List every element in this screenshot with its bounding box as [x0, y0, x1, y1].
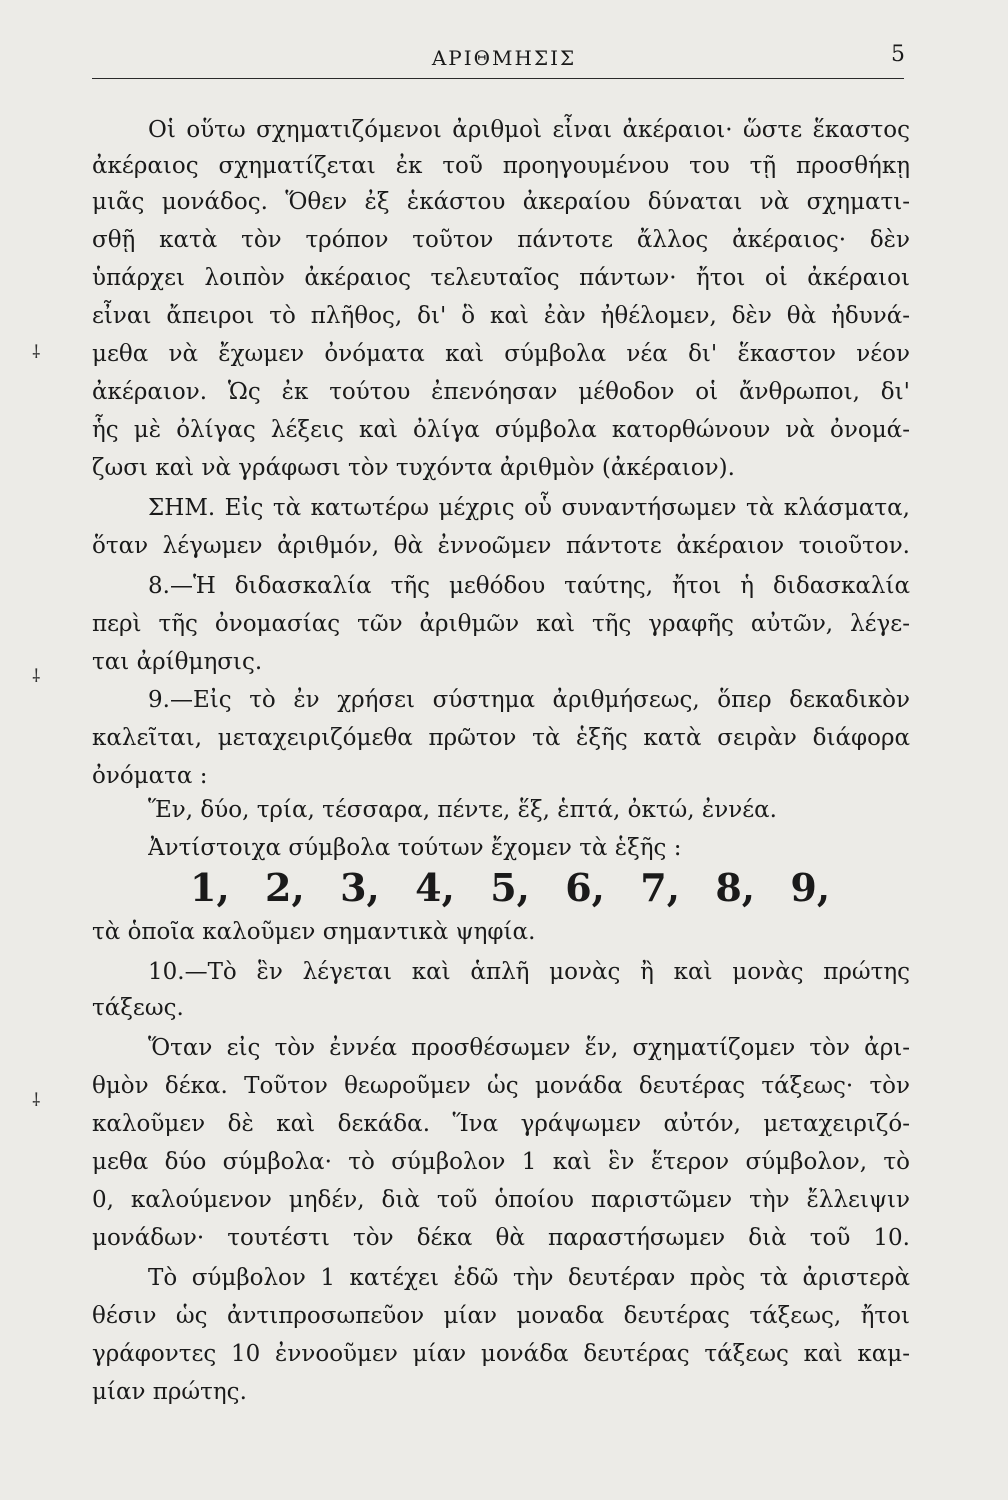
text-line: Ὅταν εἰς τὸν ἐννέα προσθέσωμεν ἕν, σχηματίζομεν τὸν ἀρι-	[148, 1035, 910, 1061]
text-line: μεθα νὰ ἔχωμεν ὀνόματα καὶ σύμβολα νέα δι' ἕκαστον νέον	[92, 341, 910, 367]
digit-6: 6,	[565, 865, 605, 910]
digit-symbols	[190, 865, 831, 910]
text-line: ἧς μὲ ὀλίγας λέξεις καὶ ὀλίγα σύμβολα κατορθώνουν νὰ ὀνομά-	[92, 417, 910, 443]
text-line: θέσιν ὡς ἀντιπροσωπεῦον μίαν μοναδα δευτέρας τάξεως, ἤτοι	[92, 1303, 910, 1329]
text-line: Οἱ οὕτω σχηματιζόμενοι ἀριθμοὶ εἶναι ἀκέραιοι· ὥστε ἕκαστος	[148, 117, 910, 143]
text-line: ζωσι καὶ νὰ γράφωσι τὸν τυχόντα ἀριθμὸν (ἀκέραιον).	[92, 455, 735, 481]
margin-mark: ⸸	[32, 666, 41, 687]
text-line: τάξεως.	[92, 995, 184, 1021]
text-line: τὰ ὁποῖα καλοῦμεν σημαντικὰ ψηφία.	[92, 919, 536, 945]
digit-4: 4,	[415, 865, 455, 910]
text-line: μεθα δύο σύμβολα· τὸ σύμβολον 1 καὶ ἓν ἕτερον σύμβολον, τὸ	[92, 1149, 910, 1175]
text-line: 0, καλούμενον μηδέν, διὰ τοῦ ὁποίου παριστῶμεν τὴν ἔλλειψιν	[92, 1187, 910, 1213]
text-line: καλοῦμεν δὲ καὶ δεκάδα. Ἵνα γράψωμεν αὐτόν, μεταχειριζό-	[92, 1111, 910, 1137]
text-line: σθῇ κατὰ τὸν τρόπον τοῦτον πάντοτε ἄλλος ἀκέραιος· δὲν	[92, 227, 910, 253]
margin-mark: ⸸	[32, 342, 41, 363]
digit-7: 7,	[640, 865, 680, 910]
section-9-line: 9.—Εἰς τὸ ἐν χρήσει σύστημα ἀριθμήσεως, ὅπερ δεκαδικὸν	[148, 687, 910, 713]
digit-2: 2,	[265, 865, 305, 910]
text-line: θμὸν δέκα. Τοῦτον θεωροῦμεν ὡς μονάδα δευτέρας τάξεως· τὸν	[92, 1073, 910, 1099]
note-line: ὅταν λέγωμεν ἀριθμόν, θὰ ἐννοῶμεν πάντοτε ἀκέραιον τοιοῦτον.	[92, 533, 910, 559]
text-line: ται ἀρίθμησις.	[92, 649, 263, 675]
text-line: Τὸ σύμβολον 1 κατέχει ἐδῶ τὴν δευτέραν πρὸς τὰ ἀριστερὰ	[148, 1265, 910, 1291]
text-line: ὀνόματα :	[92, 763, 208, 789]
digit-3: 3,	[340, 865, 380, 910]
text-line: περὶ τῆς ὀνομασίας τῶν ἀριθμῶν καὶ τῆς γραφῆς αὐτῶν, λέγε-	[92, 611, 910, 637]
text-line: γράφοντες 10 ἐννοοῦμεν μίαν μονάδα δευτέρας τάξεως καὶ καμ-	[92, 1341, 910, 1367]
digit-5: 5,	[490, 865, 530, 910]
running-header: ΑΡΙΘΜΗΣΙΣ	[431, 46, 577, 70]
text-line: εἶναι ἄπειροι τὸ πλῆθος, δι' ὃ καὶ ἐὰν ἠθέλομεν, δὲν θὰ ἠδυνά-	[92, 303, 910, 329]
text-line: μονάδων· τουτέστι τὸν δέκα θὰ παραστήσωμεν διὰ τοῦ 10.	[92, 1225, 910, 1251]
text-line: μίαν πρώτης.	[92, 1379, 247, 1405]
text-line: ἀκέραιος σχηματίζεται ἐκ τοῦ προηγουμένου του τῇ προσθήκῃ	[92, 153, 910, 179]
text-line: Ἀντίστοιχα σύμβολα τούτων ἔχομεν τὰ ἑξῆς :	[148, 835, 682, 861]
digit-1: 1,	[190, 865, 230, 910]
digit-9: 9,	[790, 865, 831, 910]
number-names-line: Ἕν, δύο, τρία, τέσσαρα, πέντε, ἕξ, ἑπτά, ὀκτώ, ἐννέα.	[148, 797, 777, 823]
text-line: ἀκέραιον. Ὡς ἐκ τούτου ἐπενόησαν μέθοδον οἱ ἄνθρωποι, δι'	[92, 379, 910, 405]
section-8-line: 8.—Ἡ διδασκαλία τῆς μεθόδου ταύτης, ἤτοι ἡ διδασκαλία	[148, 573, 910, 599]
digit-8: 8,	[715, 865, 755, 910]
note-line: ΣΗΜ. Εἰς τὰ κατωτέρω μέχρις οὗ συναντήσωμεν τὰ κλάσματα,	[148, 495, 910, 521]
header-rule	[92, 78, 904, 79]
text-line: μιᾶς μονάδος. Ὅθεν ἐξ ἑκάστου ἀκεραίου δύναται νὰ σχηματι-	[92, 189, 910, 215]
text-line: ὑπάρχει λοιπὸν ἀκέραιος τελευταῖος πάντων· ἤτοι οἱ ἀκέραιοι	[92, 265, 910, 291]
text-line: καλεῖται, μεταχειριζόμεθα πρῶτον τὰ ἑξῆς κατὰ σειρὰν διάφορα	[92, 725, 910, 751]
section-10-line: 10.—Τὸ ἓν λέγεται καὶ ἁπλῆ μονὰς ἢ καὶ μονὰς πρώτης	[148, 959, 910, 985]
margin-mark: ⸸	[32, 1090, 41, 1111]
page-number: 5	[891, 42, 905, 67]
